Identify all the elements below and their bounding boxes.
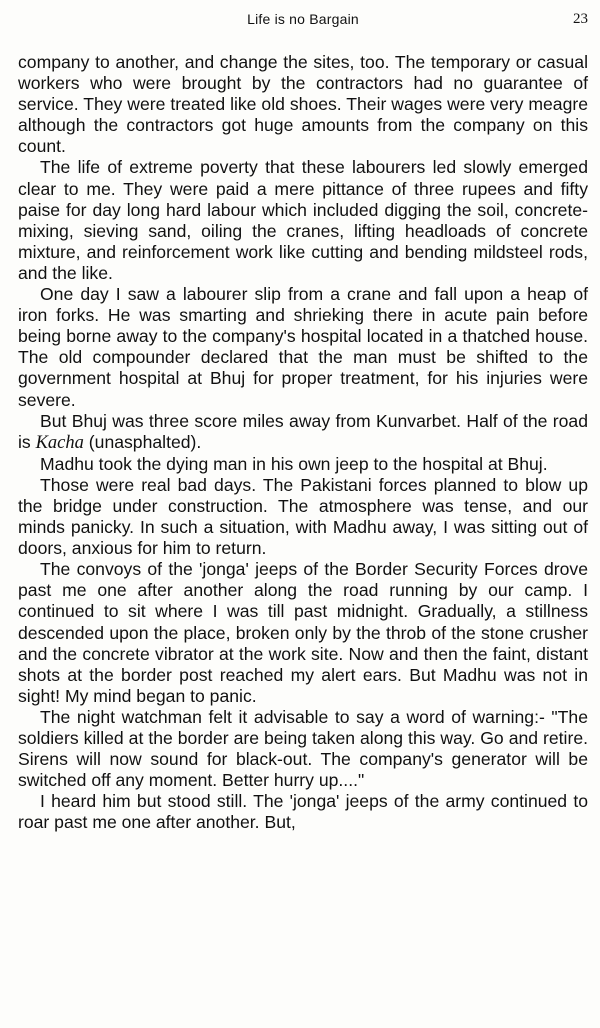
- paragraph-9: I heard him but stood still. The 'jonga' jeeps of the army continued to roar past me one after another. But,: [18, 791, 588, 833]
- paragraph-2: The life of extreme poverty that these labourers led slowly emerged clear to me. They were paid a mere pittance of three rupees and fifty paise for day long hard labour which included digging the soil, concrete-mixing, sieving sand, oiling the cranes, lifting headloads of concrete mixture, and reinforcement work like cutting and bending mildsteel rods, and the like.: [18, 157, 588, 283]
- page-number: 23: [573, 11, 588, 27]
- paragraph-4-italic-word: Kacha: [35, 432, 84, 453]
- paragraph-7: The convoys of the 'jonga' jeeps of the Border Security Forces drove past me one after another along the road running by our camp. I continued to sit where I was till past midnight. Gradually, a stillness descended upon the place, broken only by the throb of the stone crusher and the concrete vibrator at the work site. Now and then the faint, distant shots at the border post reached my alert ears. But Madhu was not in sight! My mind began to panic.: [18, 559, 588, 706]
- body-text: [18, 52, 588, 833]
- paragraph-4-text-end: (unasphalted).: [83, 431, 202, 452]
- paragraph-3: One day I saw a labourer slip from a crane and fall upon a heap of iron forks. He was smarting and shrieking there in acute pain before being borne away to the company's hospital located in a thatched house. The old compounder declared that the man must be shifted to the government hospital at Bhuj for proper treatment, for his injuries were severe.: [18, 284, 588, 410]
- paragraph-5: Madhu took the dying man in his own jeep to the hospital at Bhuj.: [40, 453, 548, 474]
- paragraph-1: company to another, and change the sites, too. The temporary or casual workers who were brought by the contractors had no guarantee of service. They were treated like old shoes. Their wages were very meagre although the contractors got huge amounts from the company on this count.: [18, 52, 588, 157]
- paragraph-6: Those were real bad days. The Pakistani forces planned to blow up the bridge under construction. The atmosphere was tense, and our minds panicky. In such a situation, with Madhu away, I was sitting out of doors, anxious for him to return.: [18, 474, 588, 559]
- running-header: [18, 8, 588, 32]
- paragraph-4-text-start: But Bhuj was three score miles away from Kunvarbet. Half of the road is: [18, 410, 588, 452]
- paragraph-4: [18, 411, 588, 454]
- running-title: Life is no Bargain: [247, 11, 359, 27]
- paragraph-8: The night watchman felt it advisable to say a word of warning:- "The soldiers killed at the border are being taken along this way. Go and retire. Sirens will now sound for black-out. The company's generator will be switched off any moment. Better hurry up....": [18, 706, 588, 791]
